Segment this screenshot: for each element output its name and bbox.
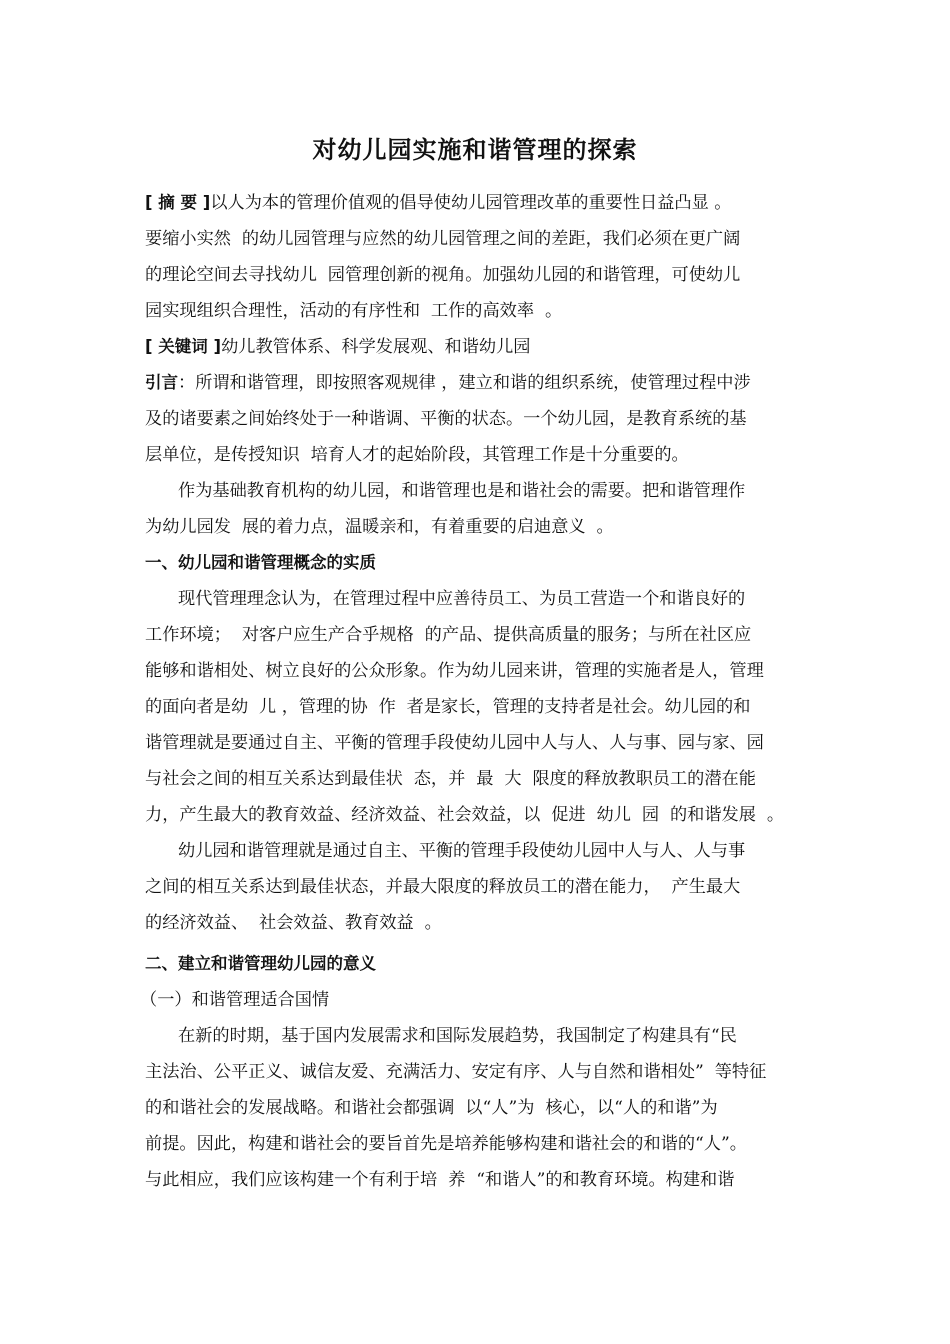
- abstract-label: [ 摘 要 ]: [145, 193, 211, 212]
- paragraph-line: 现代管理理念认为，在管理过程中应善待员工、为员工营造一个和谐良好的: [178, 589, 746, 609]
- intro-line: [145, 365, 815, 401]
- abstract-line: 要缩小实然 的幼儿园管理与应然的幼儿园管理之间的差距，我们必须在更广阔: [145, 229, 741, 249]
- paragraph-line: 在新的时期，基于国内发展需求和国际发展趋势，我国制定了构建具有“民: [178, 1026, 737, 1046]
- paragraph-line: 主法治、公平正义、诚信友爱、充满活力、安定有序、人与自然和谐相处” 等特征: [145, 1062, 767, 1082]
- paragraph-line: 之间的相互关系达到最佳状态，并最大限度的释放员工的潜在能力， 产生最大: [145, 877, 741, 897]
- section-heading: 一、幼儿园和谐管理概念的实质: [145, 553, 376, 572]
- paragraph-line: 工作环境； 对客户应生产合乎规格 的产品、提供高质量的服务；与所在社区应: [145, 625, 752, 645]
- abstract-line: [145, 185, 815, 221]
- paragraph-line: 谐管理就是要通过自主、平衡的管理手段使幼儿园中人与人、人与事、园与家、园: [145, 733, 764, 753]
- intro-line: 及的诸要素之间始终处于一种谐调、平衡的状态。一个幼儿园，是教育系统的基: [145, 409, 747, 429]
- subsection-heading: （一）和谐管理适合国情: [140, 990, 330, 1010]
- abstract-line: 园实现组织合理性，活动的有序性和 工作的高效率 。: [145, 301, 563, 321]
- paragraph-line: 为幼儿园发 展的着力点，温暖亲和，有着重要的启迪意义 。: [145, 517, 614, 537]
- paragraph-line: 的面向者是幼 儿 ，管理的协 作 者是家长，管理的支持者是社会。幼儿园的和: [145, 697, 751, 717]
- intro-label: 引言: [145, 373, 178, 392]
- section-heading: 二、建立和谐管理幼儿园的意义: [145, 954, 376, 973]
- abstract-line: 的理论空间去寻找幼儿 园管理创新的视角。加强幼儿园的和谐管理，可使幼儿: [145, 265, 741, 285]
- paragraph-line: 的经济效益、 社会效益、教育效益 。: [145, 913, 442, 933]
- paragraph-line: 与社会之间的相互关系达到最佳状 态，并 最 大 限度的释放教职员工的潜在能: [145, 769, 756, 789]
- intro-line: 层单位，是传授知识 培育人才的起始阶段，其管理工作是十分重要的。: [145, 445, 689, 465]
- keywords-text: 幼儿教管体系、科学发展观、和谐幼儿园: [221, 337, 531, 357]
- intro-text: ：所谓和谐管理，即按照客观规律 ，建立和谐的组织系统，使管理过程中涉: [178, 373, 751, 393]
- paragraph-line: 与此相应，我们应该构建一个有利于培 养 “和谐人”的和教育环境。构建和谐: [145, 1170, 735, 1190]
- paragraph-line: 幼儿园和谐管理就是通过自主、平衡的管理手段使幼儿园中人与人、人与事: [178, 841, 746, 861]
- keywords-line: [145, 329, 815, 365]
- paragraph-line: 的和谐社会的发展战略。和谐社会都强调 以“人”为 核心，以“人的和谐”为: [145, 1098, 718, 1118]
- keywords-label: [ 关键词 ]: [145, 337, 222, 356]
- page-title: 对幼儿园实施和谐管理的探索: [312, 136, 638, 164]
- abstract-text: 以人为本的管理价值观的倡导使幼儿园管理改革的重要性日益凸显 。: [210, 193, 732, 213]
- paragraph-line: 前提。因此，构建和谐社会的要旨首先是培养能够构建和谐社会的和谐的“人”。: [145, 1134, 747, 1154]
- paragraph-line: 能够和谐相处、树立良好的公众形象。作为幼儿园来讲，管理的实施者是人，管理: [145, 661, 764, 681]
- paragraph-line: 作为基础教育机构的幼儿园，和谐管理也是和谐社会的需要。把和谐管理作: [178, 481, 746, 501]
- paragraph-line: 力，产生最大的教育效益、经济效益、社会效益，以 促进 幼儿 园 的和谐发展 。: [145, 805, 785, 825]
